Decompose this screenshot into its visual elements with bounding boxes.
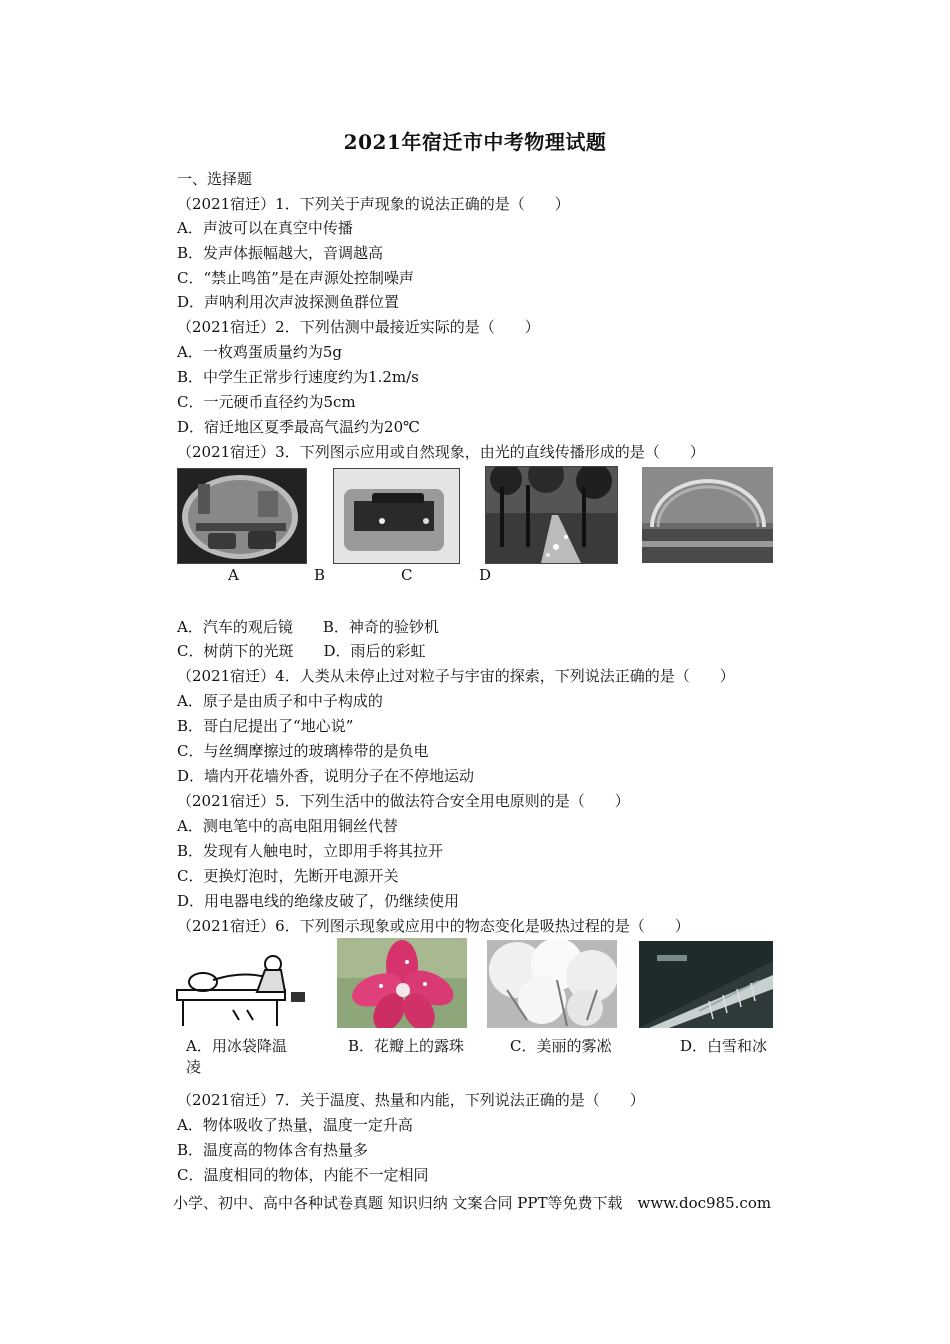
question-7-stem: （2021宿迁）7．关于温度、热量和内能，下列说法正确的是（ ）: [177, 1091, 645, 1109]
question-5-option-d: D．用电器电线的绝缘皮破了，仍继续使用: [177, 892, 460, 910]
flower-dew-image: [337, 938, 467, 1028]
question-5-stem: （2021宿迁）5．下列生活中的做法符合安全用电原则的是（ ）: [177, 792, 630, 810]
question-6-stem: （2021宿迁）6．下列图示现象或应用中的物态变化是吸热过程的是（ ）: [177, 917, 690, 935]
question-1-option-d: D．声呐利用次声波探测鱼群位置: [177, 293, 400, 311]
snow-ice-image: [639, 941, 773, 1028]
rainbow-image: [642, 467, 773, 563]
question-7-option-b: B．温度高的物体含有热量多: [177, 1141, 369, 1159]
caption-d: D．白雪和冰: [680, 1037, 768, 1055]
question-1-stem: （2021宿迁）1．下列关于声现象的说法正确的是（ ）: [177, 195, 570, 213]
rearview-mirror-image: [177, 468, 307, 564]
image-label-b: B: [314, 566, 326, 584]
image-label-d: D: [479, 566, 492, 584]
section-heading: 一、选择题: [177, 170, 253, 188]
caption-c: C．美丽的雾凇: [510, 1037, 612, 1055]
question-4-option-a: A．原子是由质子和中子构成的: [177, 692, 383, 710]
rime-image: [487, 940, 617, 1028]
image-label-c: C: [401, 566, 413, 584]
question-7-option-c: C．温度相同的物体，内能不一定相同: [177, 1166, 429, 1184]
question-4-option-d: D．墙内开花墙外香，说明分子在不停地运动: [177, 767, 475, 785]
money-detector-image: [333, 468, 460, 564]
question-1-option-b: B．发声体振幅越大，音调越高: [177, 244, 384, 262]
question-4-stem: （2021宿迁）4．人类从未停止过对粒子与宇宙的探索，下列说法正确的是（ ）: [177, 667, 735, 685]
tree-shade-image: [485, 466, 618, 564]
question-7-option-a: A．物体吸收了热量，温度一定升高: [177, 1116, 413, 1134]
question-2-option-d: D．宿迁地区夏季最高气温约为20℃: [177, 418, 420, 436]
question-4-option-c: C．与丝绸摩擦过的玻璃棒带的是负电: [177, 742, 429, 760]
question-5-option-c: C．更换灯泡时，先断开电源开关: [177, 867, 399, 885]
question-3-options-cd: C．树荫下的光斑 D．雨后的彩虹: [177, 642, 426, 660]
question-2-option-c: C．一元硬币直径约为5cm: [177, 393, 356, 411]
question-2-stem: （2021宿迁）2．下列估测中最接近实际的是（ ）: [177, 318, 540, 336]
image-label-a: A: [228, 566, 239, 584]
ice-bag-cartoon-image: [173, 940, 313, 1028]
question-1-option-a: A．声波可以在真空中传播: [177, 219, 353, 237]
footer-ad: 小学、初中、高中各种试卷真题 知识归纳 文案合同 PPT等免费下载 www.doc985.com: [173, 1194, 772, 1212]
caption-a: A．用冰袋降温: [186, 1037, 287, 1055]
question-3-stem: （2021宿迁）3．下列图示应用或自然现象，由光的直线传播形成的是（ ）: [177, 443, 705, 461]
question-1-option-c: C．“禁止鸣笛”是在声源处控制噪声: [177, 269, 414, 287]
caption-b: B．花瓣上的露珠: [348, 1037, 465, 1055]
question-2-option-b: B．中学生正常步行速度约为1.2m/s: [177, 368, 419, 386]
page-title: 2021年宿迁市中考物理试题: [343, 130, 607, 154]
question-4-option-b: B．哥白尼提出了“地心说”: [177, 717, 354, 735]
question-2-option-a: A．一枚鸡蛋质量约为5g: [177, 343, 342, 361]
question-5-option-a: A．测电笔中的高电阻用铜丝代替: [177, 817, 398, 835]
caption-a-wrap: 凌: [186, 1058, 202, 1076]
question-3-options-ab: A．汽车的观后镜 B．神奇的验钞机: [177, 618, 439, 636]
question-5-option-b: B．发现有人触电时，立即用手将其拉开: [177, 842, 444, 860]
